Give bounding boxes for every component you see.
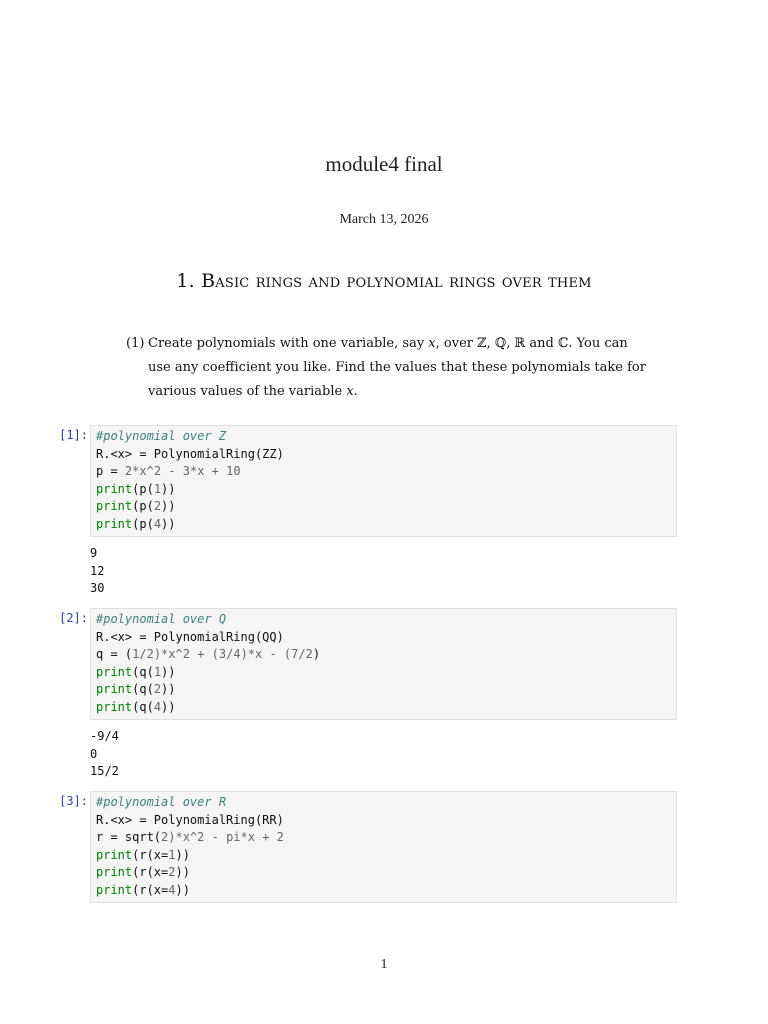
code-token: 2 <box>168 865 176 880</box>
code-token: / <box>226 647 234 662</box>
cell-prompt: [2]: <box>59 611 88 625</box>
code-token: #polynomial over R <box>96 795 227 809</box>
code-token: 1 <box>132 647 140 662</box>
code-token: print <box>96 481 133 496</box>
code-token: )*x^ <box>168 830 198 845</box>
code-cell[interactable] <box>90 608 677 720</box>
document-title: module4 final <box>325 152 443 176</box>
output-line: 12 <box>90 563 105 578</box>
code-line <box>96 864 671 882</box>
section-title-rest: asic rings and polynomial rings over them <box>215 270 592 292</box>
output-line: 15/2 <box>90 764 119 779</box>
code-token: 2 <box>153 682 162 697</box>
code-token: print <box>96 664 133 679</box>
code-line <box>96 829 671 847</box>
output-line: 9 <box>90 546 98 560</box>
code-token: #polynomial over Z <box>96 429 227 443</box>
code-token: )) <box>161 682 176 697</box>
code-token: 10 <box>226 464 241 479</box>
code-token: 2 <box>153 464 162 479</box>
code-line <box>96 646 671 664</box>
code-token: )*x^ <box>153 647 183 662</box>
code-token: 2 <box>124 464 133 479</box>
code-token: print <box>96 865 133 880</box>
code-token: print <box>96 499 133 514</box>
code-token: print <box>96 847 133 862</box>
code-token: 2 <box>276 830 284 845</box>
cell-prompt: [1]: <box>59 428 88 442</box>
code-cell[interactable] <box>90 791 677 903</box>
code-token: )) <box>161 699 176 714</box>
section-title <box>201 270 592 292</box>
code-token: q = ( <box>96 647 133 662</box>
code-token: 2 <box>161 830 169 845</box>
code-token: (r(x= <box>132 865 169 880</box>
code-token: (p( <box>132 499 154 514</box>
code-token: 2 <box>305 647 313 662</box>
code-token: )) <box>161 481 176 496</box>
code-token: 1 <box>153 481 162 496</box>
code-cell[interactable] <box>90 425 677 537</box>
problem-text-part3: . <box>353 384 358 399</box>
code-token: R.<x> = PolynomialRing(ZZ) <box>96 446 284 461</box>
code-token: 2 <box>153 499 162 514</box>
code-token: 4 <box>168 882 176 897</box>
cell-prompt: [3]: <box>59 794 88 808</box>
output-line: 0 <box>90 746 98 761</box>
problem-variable: x <box>428 336 436 351</box>
code-token: *x + <box>189 464 227 479</box>
problem-text-part1: Create polynomials with one variable, say <box>148 336 429 351</box>
code-token: 3 <box>218 647 227 662</box>
problem-text-part2: , over ℤ, ℚ, ℝ and ℂ. You can use any coefficient you like. Find the values that these polynomials take for various values of the variable <box>148 336 646 399</box>
code-token: 4 <box>153 699 162 714</box>
code-token: )) <box>175 865 190 880</box>
code-line <box>96 882 671 900</box>
code-line <box>96 498 671 516</box>
code-token: )) <box>161 516 176 531</box>
code-token: print <box>96 682 133 697</box>
code-line <box>96 794 671 812</box>
cell-output <box>90 545 104 598</box>
code-token: )) <box>175 847 190 862</box>
code-token: - <box>161 464 183 479</box>
code-line <box>96 629 671 647</box>
code-token: print <box>96 699 133 714</box>
code-line <box>96 681 671 699</box>
code-line <box>96 446 671 464</box>
problem-number: (1) <box>126 336 145 351</box>
code-line <box>96 699 671 717</box>
code-token: 7 <box>291 647 299 662</box>
code-token: *x^ <box>132 464 154 479</box>
code-token: / <box>298 647 306 662</box>
code-line <box>96 428 671 446</box>
code-token: (q( <box>132 682 154 697</box>
code-token: (p( <box>132 516 154 531</box>
page-number: 1 <box>380 957 388 972</box>
code-line <box>96 611 671 629</box>
code-token: print <box>96 516 133 531</box>
code-line <box>96 516 671 534</box>
code-token: (q( <box>132 699 154 714</box>
code-token: 4 <box>153 516 162 531</box>
code-token: R.<x> = PolynomialRing(QQ) <box>96 629 284 644</box>
code-token: - pi*x + <box>204 830 277 845</box>
code-token: )) <box>161 499 176 514</box>
code-token: )) <box>161 664 176 679</box>
code-token: 3 <box>182 464 190 479</box>
problem-statement <box>122 330 650 404</box>
code-token: #polynomial over Q <box>96 612 227 626</box>
cell-output <box>90 728 119 781</box>
code-token: 2 <box>146 647 154 662</box>
code-token: 2 <box>197 830 205 845</box>
code-token: )) <box>175 882 190 897</box>
code-token: / <box>139 647 147 662</box>
section-heading <box>0 270 768 292</box>
problem-text <box>122 330 650 404</box>
code-token: (r(x= <box>132 882 169 897</box>
code-line <box>96 812 671 830</box>
section-title-initial: B <box>201 270 216 292</box>
code-token: (p( <box>132 481 154 496</box>
code-token: )*x - ( <box>240 647 292 662</box>
code-line <box>96 463 671 481</box>
code-token: p = <box>96 464 125 479</box>
code-token: 1 <box>168 847 176 862</box>
section-number: 1. <box>176 270 195 292</box>
output-line: -9/4 <box>90 729 119 743</box>
code-line <box>96 664 671 682</box>
code-line <box>96 481 671 499</box>
code-token: r = sqrt( <box>96 830 162 845</box>
code-token: R.<x> = PolynomialRing(RR) <box>96 812 284 827</box>
code-token: (r(x= <box>132 847 169 862</box>
output-line: 30 <box>90 581 105 596</box>
code-token: 4 <box>233 647 241 662</box>
code-token: 2 <box>182 647 190 662</box>
code-token: (q( <box>132 664 154 679</box>
code-token: 1 <box>153 664 162 679</box>
code-token: ) <box>312 647 321 662</box>
code-line <box>96 847 671 865</box>
code-token: print <box>96 882 133 897</box>
document-date: March 13, 2026 <box>339 212 429 227</box>
code-token: + ( <box>189 647 219 662</box>
problem-variable: x <box>346 384 354 399</box>
